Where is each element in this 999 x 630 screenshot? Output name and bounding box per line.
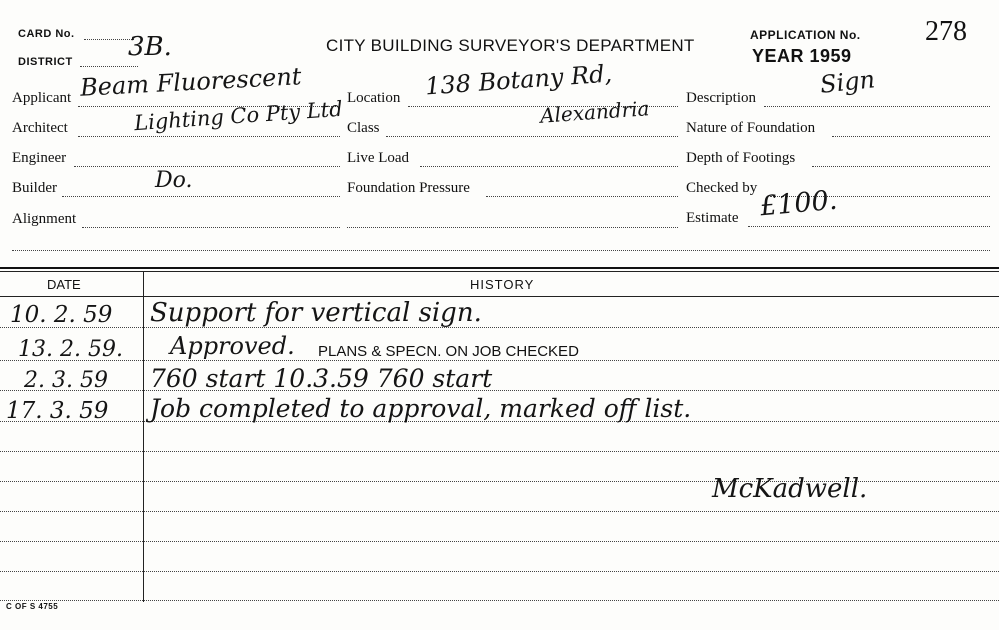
foundation-pressure-line [486, 196, 678, 197]
description-line [764, 106, 990, 107]
history-row-2-date: 13. 2. 59. [18, 337, 123, 362]
builder-label: Builder [12, 180, 57, 196]
engineer-line [74, 166, 340, 167]
history-rule-10 [0, 600, 999, 601]
district-value: 3B. [128, 32, 172, 62]
history-rule-9 [0, 571, 999, 572]
depth-of-footings-label: Depth of Footings [686, 150, 796, 166]
history-row-1-entry: Support for vertical sign. [150, 298, 482, 328]
history-rule-7 [0, 511, 999, 512]
class-label: Class [347, 120, 380, 136]
history-rule-2 [0, 360, 999, 361]
depth-of-footings-line [812, 166, 990, 167]
history-rule-8 [0, 541, 999, 542]
live-load-label: Live Load [347, 150, 410, 166]
engineer-label: Engineer [12, 150, 67, 166]
application-label: APPLICATION No. [750, 28, 861, 42]
checked-by-label: Checked by [686, 180, 758, 196]
estimate-line [748, 226, 990, 227]
applicant-label: Applicant [12, 90, 72, 106]
architect-line [78, 136, 340, 137]
estimate-label: Estimate [686, 210, 739, 226]
alignment-line [82, 227, 340, 228]
location-value-1: 138 Botany Rd, [424, 59, 613, 101]
live-load-line [420, 166, 678, 167]
history-top-rule-inner [0, 271, 999, 272]
district-line [80, 66, 138, 67]
builder-line [62, 196, 340, 197]
applicant-value-1: Beam Fluorescent [79, 62, 303, 102]
district-label: DISTRICT [18, 56, 73, 68]
nature-of-foundation-line [832, 136, 990, 137]
history-top-rule [0, 267, 999, 269]
architect-label: Architect [12, 120, 68, 136]
date-column-divider [143, 272, 144, 602]
history-row-3-date: 2. 3. 59 [24, 368, 108, 393]
location-label: Location [347, 90, 401, 106]
column-2-blank-line [347, 227, 678, 228]
application-number: 278 [925, 16, 967, 47]
card-no-line [84, 39, 134, 40]
card-no-label: CARD No. [18, 28, 75, 40]
department-title: CITY BUILDING SURVEYOR'S DEPARTMENT [326, 36, 695, 55]
builder-value: Do. [155, 168, 193, 193]
date-column-header: DATE [47, 277, 81, 292]
class-line [386, 136, 678, 137]
history-row-4-date: 17. 3. 59 [6, 398, 109, 424]
year-label: YEAR 1959 [752, 46, 852, 66]
estimate-value: £100. [758, 184, 839, 223]
description-label: Description [686, 90, 756, 106]
history-column-header: HISTORY [470, 277, 535, 292]
nature-of-foundation-label: Nature of Foundation [686, 120, 816, 136]
history-row-2-stamp: PLANS & SPECN. ON JOB CHECKED [318, 343, 579, 360]
history-row-3-entry: 760 start 10.3.59 760 start [150, 364, 493, 393]
foundation-pressure-label: Foundation Pressure [347, 180, 470, 196]
fields-bottom-line [12, 250, 990, 251]
applicant-value-2: Lighting Co Pty Ltd [133, 96, 344, 136]
history-row-1-date: 10. 2. 59 [10, 302, 113, 328]
form-code: C OF S 4755 [6, 602, 59, 611]
signature: McKadwell. [712, 474, 868, 504]
alignment-label: Alignment [12, 211, 77, 227]
description-value: Sign [818, 65, 877, 99]
history-row-2-entry: Approved. [170, 332, 295, 360]
history-rule-5 [0, 451, 999, 452]
location-value-2: Alexandria [539, 96, 651, 128]
history-row-4-entry: Job completed to approval, marked off list. [150, 394, 692, 423]
history-header-rule [0, 296, 999, 297]
